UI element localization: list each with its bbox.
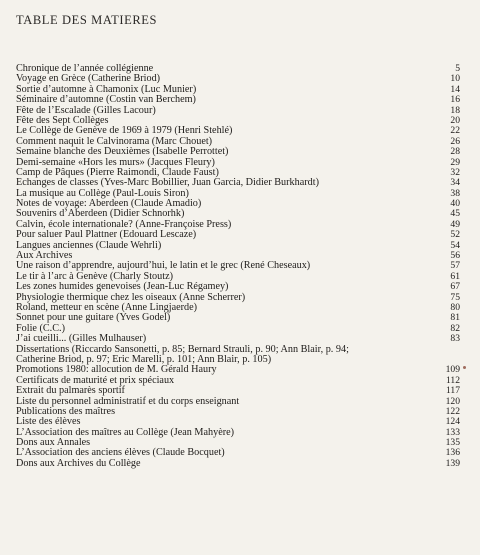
toc-entry-page: 122 [445, 405, 460, 417]
toc-entry-page: 54 [450, 239, 460, 251]
toc-entry-title: Promotions 1980: allocution de M. Gérald Haury [16, 364, 217, 376]
toc-entry-page: 109 [445, 364, 460, 376]
toc-entry-page: 135 [445, 437, 460, 449]
toc-entry-page: 82 [450, 322, 460, 334]
toc-entry-title: Semaine blanche des Deuxièmes (Isabelle Perrottet) [16, 146, 229, 158]
toc-entry [16, 147, 460, 157]
toc-entry-title: Voyage en Grèce (Catherine Briod) [16, 73, 161, 85]
toc-entry-title: Liste du personnel administratif et du corps enseignant [16, 395, 240, 407]
toc-entry-page: 56 [450, 250, 460, 262]
toc-entry-title: Dons aux Archives du Collège [16, 457, 141, 469]
toc-entry-page: 14 [450, 83, 460, 95]
toc-entry-title: Sortie d’automne à Chamonix (Luc Munier) [16, 83, 197, 95]
toc-entry-title: Aux Archives [16, 250, 73, 262]
toc-entry-title: Dissertations (Riccardo Sansonetti, p. 85; Bernard Strauli, p. 90; Ann Blair, p. 94; [16, 343, 349, 355]
toc-entry-title: Langues anciennes (Claude Wehrli) [16, 239, 162, 251]
toc-entry-page: 26 [450, 135, 460, 147]
toc-entry-title: Chronique de l’année collégienne [16, 63, 154, 74]
toc-entry [16, 95, 460, 105]
toc-entry-title: Le Collège de Genève de 1969 à 1979 (Henri Stehlé) [16, 125, 233, 137]
toc-entry-page: 38 [450, 187, 460, 199]
toc-entry-page: 80 [450, 301, 460, 313]
toc-entry-title: L’Association des anciens élèves (Claude Bocquet) [16, 447, 225, 459]
toc-entry-page: 34 [450, 177, 460, 189]
toc-entry-title: La musique au Collège (Paul-Louis Siron) [16, 187, 189, 199]
toc-entry-title: Echanges de classes (Yves-Marc Bobillier, Juan Garcia, Didier Burkhardt) [16, 177, 319, 189]
toc-entry-page: 139 [445, 457, 460, 469]
toc-entry [16, 407, 460, 417]
toc-entry [16, 334, 460, 344]
toc-entry-title: Fête des Sept Collèges [16, 114, 109, 126]
toc-entry-page: 32 [450, 166, 460, 178]
toc-entry-title: Roland, metteur en scène (Anne Lingjaerde) [16, 301, 198, 313]
toc-entry-page: 40 [450, 198, 460, 210]
ink-mark [463, 366, 466, 369]
toc-entry-title: Camp de Pâques (Pierre Raimondi, Claude Faust) [16, 166, 219, 178]
toc-entry-title: Dons aux Annales [16, 437, 91, 449]
toc-entry-page: 112 [445, 374, 460, 386]
toc-entry [16, 386, 460, 396]
toc-entry-page: 45 [450, 208, 460, 220]
toc-entry-title: Demi-semaine «Hors les murs» (Jacques Fleury) [16, 156, 215, 168]
page-title: TABLE DES MATIERES [16, 13, 158, 27]
toc-entry-title: Extrait du palmarès sportif [16, 385, 125, 397]
toc-entry-page: 29 [450, 156, 460, 168]
toc-entry-page: 18 [450, 104, 460, 116]
toc-entry-page: 83 [450, 333, 460, 345]
toc-entry-title: L’Association des maîtres au Collège (Jean Mahyère) [16, 426, 235, 438]
toc-entry-page: 136 [445, 447, 460, 459]
toc-entry-title: Catherine Briod, p. 97; Eric Marelli, p. 101; Ann Blair, p. 105) [16, 353, 272, 365]
toc-entry-title: Les zones humides genevoises (Jean-Luc Régamey) [16, 281, 229, 293]
toc-entry-title: Sonnet pour une guitare (Yves Godel) [16, 312, 171, 324]
toc-entry-title: Séminaire d’automne (Costin van Berchem) [16, 94, 196, 106]
toc-entry-page: 49 [450, 218, 460, 230]
toc-entry-page: 124 [445, 416, 460, 428]
toc-entry [16, 241, 460, 251]
toc-entry-title: Calvin, école internationale? (Anne-Françoise Press) [16, 218, 232, 230]
toc-entry-title: Le tir à l’arc à Genève (Charly Stoutz) [16, 270, 173, 282]
toc-entry-title: Liste des élèves [16, 416, 81, 428]
toc-entry [16, 459, 460, 469]
table-of-contents [16, 64, 460, 469]
toc-entry-title: Certificats de maturité et prix spéciaux [16, 374, 175, 386]
toc-entry-page: 61 [450, 270, 460, 282]
toc-entry [16, 313, 460, 323]
toc-entry-title: Une raison d’apprendre, aujourd’hui, le latin et le grec (René Cheseaux) [16, 260, 311, 272]
toc-entry-title: Folie (C.C.) [16, 322, 65, 334]
toc-entry-page: 20 [450, 114, 460, 126]
toc-entry-title: Pour saluer Paul Plattner (Edouard Lescaze) [16, 229, 197, 241]
toc-entry-page: 10 [450, 73, 460, 85]
toc-entry-page: 16 [450, 94, 460, 106]
toc-entry-title: Souvenirs d’Aberdeen (Didier Schnorhk) [16, 208, 185, 220]
toc-entry-title: Notes de voyage: Aberdeen (Claude Amadio) [16, 198, 202, 210]
toc-entry-page: 5 [455, 63, 460, 74]
toc-entry-page: 75 [450, 291, 460, 303]
toc-entry-title: Comment naquit le Calvinorama (Marc Chouet) [16, 135, 213, 147]
toc-entry-page: 52 [450, 229, 460, 241]
toc-entry-title: Fête de l’Escalade (Gilles Lacour) [16, 104, 156, 116]
toc-entry-title: Physiologie thermique chez les oiseaux (Anne Scherrer) [16, 291, 246, 303]
toc-entry-title: J’ai cueilli... (Gilles Mulhauser) [16, 333, 147, 345]
toc-entry-page: 28 [450, 146, 460, 158]
toc-entry-page: 120 [445, 395, 460, 407]
toc-entry-page: 133 [445, 426, 460, 438]
toc-entry-page: 67 [450, 281, 460, 293]
toc-entry-page: 22 [450, 125, 460, 137]
toc-entry-page: 81 [450, 312, 460, 324]
toc-entry-page: 57 [450, 260, 460, 272]
toc-entry-page: 117 [445, 385, 460, 397]
toc-entry-title: Publications des maîtres [16, 405, 116, 417]
